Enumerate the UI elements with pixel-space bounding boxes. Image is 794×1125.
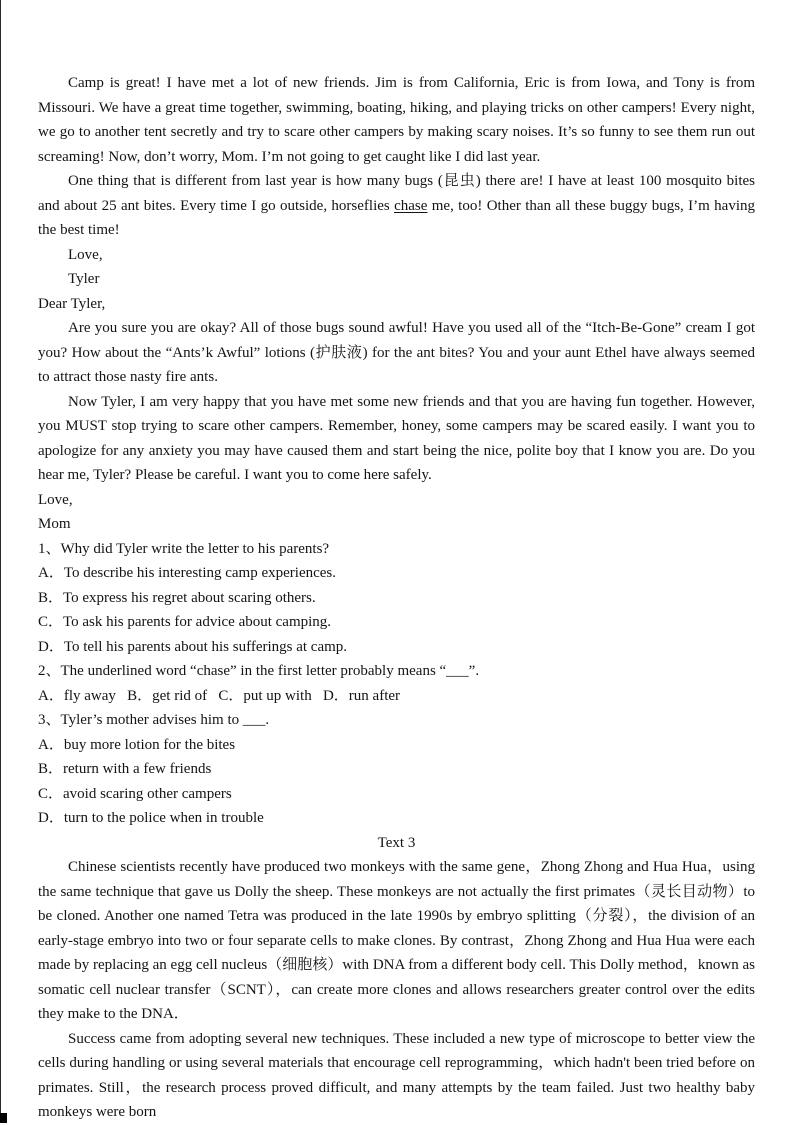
tyler-letter-para-2 <box>38 169 755 243</box>
question-3-option-d: D．turn to the police when in trouble <box>38 810 264 826</box>
tyler-letter-para-2-text-before: One thing that is different from last year is how many bugs (昆虫) there are! I have at least 100 mosquito bites and about 25 ant bites. Every time I go outside, horseflies <box>38 173 755 214</box>
question-1-option-a: A．To describe his interesting camp experiences. <box>38 565 337 581</box>
tyler-letter-para-1: Camp is great! I have met a lot of new friends. Jim is from California, Eric is from Iowa, and Tony is from Missouri. We have a great time together, swimming, boating, hiking, and playing tricks on other campers! Every night, we go to another tent secretly and try to scare other campers by making scary noises. It’s so funny to see them run out screaming! Now, don’t worry, Mom. I’m not going to get caught like I did last year. <box>38 75 755 165</box>
question-1-option-d: D．To tell his parents about his sufferings at camp. <box>38 638 348 655</box>
question-3-option-a: A．buy more lotion for the bites <box>38 736 236 753</box>
mom-letter-signature: Mom <box>38 516 71 532</box>
mom-letter-closing: Love, <box>38 491 73 508</box>
question-1-option-c: C．To ask his parents for advice about camping. <box>38 614 332 630</box>
question-1-option-b: B．To express his regret about scaring others. <box>38 589 316 606</box>
question-2-options-row: A．fly away B．get rid of C．put up with D．run after <box>38 687 401 704</box>
text3-para-2: Success came from adopting several new techniques. These included a new type of microscope to better view the cells during handling or using several materials that encourage cell reprogramming，which hadn't been tried before on primates. Still，the research process proved difficult, and many attempts by the team failed. Just two healthy baby monkeys were born <box>38 1030 755 1120</box>
mom-letter-para-2: Now Tyler, I am very happy that you have met some new friends and that you are having fun together. However, you MUST stop trying to scare other campers. Remember, honey, some campers may be scared easily. I want you to apologize for any anxiety you may have caused them and start being the nice, polite boy that I know you are. Do you hear me, Tyler? Please be careful. I want you to come here safely. <box>38 393 755 483</box>
tyler-letter-signature: Tyler <box>68 271 100 287</box>
text3-heading: Text 3 <box>377 834 416 851</box>
page-corner-artifact <box>0 1113 7 1123</box>
underlined-word-chase: chase <box>394 197 428 214</box>
question-3-option-b: B．return with a few friends <box>38 761 212 777</box>
tyler-letter-para-2-text-after: me, too! Other than all these buggy bugs, I’m having the best time! <box>38 197 755 238</box>
question-2-prompt: 2、The underlined word “chase” in the first letter probably means “___”. <box>38 663 480 679</box>
tyler-letter-closing: Love, <box>68 246 103 263</box>
question-3-prompt: 3、Tyler’s mother advises him to ___. <box>38 712 270 728</box>
question-1-prompt: 1、Why did Tyler write the letter to his parents? <box>38 540 330 557</box>
question-3-option-c: C．avoid scaring other campers <box>38 785 232 802</box>
text3-para-1: Chinese scientists recently have produced two monkeys with the same gene，Zhong Zhong and Hua Hua，using the same technique that gave us Dolly the sheep. These monkeys are not actually the first primates（灵长目动物）to be cloned. Another one named Tetra was produced in the late 1990s by embryo splitting（分裂），the division of an early-stage embryo into two or four separate cells to make clones. By contrast，Zhong Zhong and Hua Hua were each made by replacing an egg cell nucleus（细胞核）with DNA from a different body cell. This Dolly method，known as somatic cell nuclear transfer（SCNT），can create more clones and allows researchers greater control over the edits they make to the DNA． <box>38 859 755 1022</box>
mom-letter-para-1: Are you sure you are okay? All of those bugs sound awful! Have you used all of the “Itch-Be-Gone” cream I got you? How about the “Ants’k Awful” lotions (护肤液) for the ant bites? You and your aunt Ethel have always seemed to attract those nasty fire ants. <box>38 320 755 385</box>
mom-letter-salutation: Dear Tyler, <box>38 295 106 312</box>
page-left-edge-line <box>0 0 1 1123</box>
